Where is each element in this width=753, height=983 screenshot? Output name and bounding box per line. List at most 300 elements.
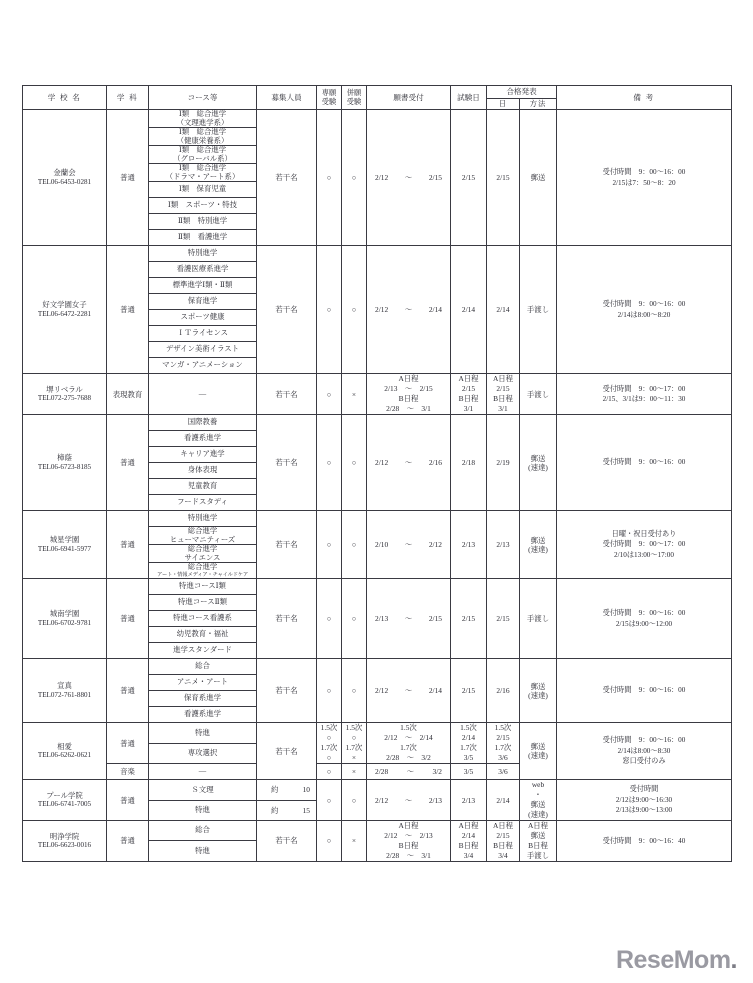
course-label-primary: キャリア進学 (180, 449, 225, 459)
course-cell (149, 627, 257, 643)
remarks-line-0: 受付時間 9：00～16：00 (602, 168, 686, 177)
result-day-cell: 3/6 (487, 764, 520, 780)
application-end: 2/14 (428, 686, 442, 696)
remarks-cell (557, 780, 732, 821)
course-cell (149, 447, 257, 463)
result-method-cell-line2: (速達) (528, 690, 548, 700)
course-cell (149, 262, 257, 278)
exam-date-cell: 2/15 (451, 659, 487, 723)
result-method-cell-line2: (速達) (528, 462, 548, 472)
quota-cell: 若干名 (257, 246, 317, 374)
combined-exam-mark (342, 723, 367, 764)
course-label-primary: Ⅰ類 総合進学 (178, 127, 227, 137)
department-cell: 普通 (107, 415, 149, 511)
result-day-cell: 2/15 (487, 110, 520, 246)
result-day-cell-line-2: B日程 (493, 840, 513, 850)
school-telephone: TEL072-761-8801 (37, 690, 92, 699)
school-name: 樟蔭 (57, 453, 72, 463)
course-label-primary: 専攻選択 (187, 748, 218, 758)
watermark-suffix: . (730, 946, 737, 974)
result-day-cell: 2/19 (487, 415, 520, 511)
school-name-cell (23, 723, 107, 780)
result-day-cell: 2/16 (487, 659, 520, 723)
course-cell (149, 659, 257, 675)
result-day-cell-stack (487, 723, 519, 763)
quota-cell: 若干名 (257, 110, 317, 246)
exam-date-cell-line-2: B日程 (458, 840, 479, 850)
course-label-primary: 身体表現 (187, 465, 218, 475)
application-end: 2/15 (428, 614, 442, 624)
table-row (23, 579, 732, 595)
table-row (23, 821, 732, 841)
school-name-cell (23, 511, 107, 579)
header-result-day: 日 (487, 99, 520, 110)
course-cell (149, 294, 257, 310)
course-cell (149, 342, 257, 358)
exam-date-cell: 2/18 (451, 415, 487, 511)
remarks-line-2: 2/10は13:00～17:00 (614, 550, 674, 559)
header-school: 学 校 名 (23, 86, 107, 110)
course-cell (149, 310, 257, 326)
result-method-cell-line2: (速達) (528, 751, 548, 761)
result-day-cell: 2/14 (487, 246, 520, 374)
application-period-inner (367, 458, 450, 467)
remarks-line-0: 受付時間 9：00～16：00 (602, 609, 686, 618)
course-cell (149, 230, 257, 246)
table-row (23, 110, 732, 128)
school-name: 堺リベラル (46, 384, 83, 394)
result-day-cell: 2/15 (487, 579, 520, 659)
application-period-inner (367, 305, 450, 314)
result-day-cell-line-2: 1.7次 (494, 743, 512, 753)
combined-exam-mark-line-2: 1.7次 (345, 743, 363, 753)
application-period-line-1: 2/13 ～ 2/15 (384, 384, 433, 394)
combined-exam-mark-line-1: ○ (351, 733, 357, 743)
application-period-line-0: 1.5次 (400, 723, 417, 733)
course-label-primary: 総合進学 (187, 526, 218, 536)
exclusive-exam-mark-line-1: ○ (326, 733, 332, 743)
combined-exam-mark: ○ (342, 511, 367, 579)
course-label-primary: 特進コースⅠ類 (179, 581, 226, 591)
course-cell (149, 246, 257, 262)
result-method-cell (520, 780, 557, 821)
exclusive-exam-mark: ○ (317, 579, 342, 659)
department-cell: 普通 (107, 246, 149, 374)
course-cell (149, 110, 257, 128)
result-method-cell: 手渡し (520, 579, 557, 659)
result-day-cell-line-2: B日程 (493, 394, 513, 404)
combined-exam-mark: ○ (342, 780, 367, 821)
application-end: 2/15 (428, 173, 442, 183)
exclusive-exam-mark-line-3: ○ (326, 753, 332, 763)
school-telephone: TEL06-6623-0016 (37, 841, 92, 850)
course-label-primary: マンガ・アニメーション (162, 360, 243, 370)
course-cell (149, 707, 257, 723)
department-cell: 普通 (107, 780, 149, 821)
course-label-primary: デザイン美術イラスト (165, 344, 240, 354)
quota-cell: 若干名 (257, 659, 317, 723)
exam-date-cell-line-1: 2/14 (461, 733, 476, 743)
course-label-primary: Ⅰ類 総合進学 (178, 145, 227, 155)
course-label-secondary: ヒューマニティーズ (169, 534, 236, 544)
header-quota: 募集人員 (257, 86, 317, 110)
result-method-cell-line-3: 手渡し (526, 850, 550, 860)
result-method-cell: 手渡し (520, 374, 557, 415)
course-label-secondary: （グローバル系） (173, 153, 232, 163)
quota-cell (257, 800, 317, 820)
course-cell (149, 463, 257, 479)
school-telephone: TEL06-6472-2281 (37, 309, 92, 318)
remarks-line-2: 窓口受付のみ (622, 757, 666, 766)
application-period (367, 723, 451, 764)
course-cell (149, 675, 257, 691)
school-name-cell (23, 374, 107, 415)
exam-date-cell-line-2: B日程 (458, 394, 479, 404)
result-method-cell-line-1: 郵送 (530, 830, 546, 840)
exam-date-cell: 2/14 (451, 246, 487, 374)
admissions-table-sheet (22, 85, 731, 862)
combined-exam-mark: × (342, 821, 367, 862)
quota-label: 約 (271, 805, 279, 815)
course-cell (149, 841, 257, 861)
result-method-cell-stack (520, 780, 556, 820)
exam-date-cell-stack (451, 821, 486, 861)
application-tilde: ～ (404, 173, 413, 183)
school-name-cell (23, 780, 107, 821)
course-label-primary: 特進コース看護系 (173, 613, 232, 623)
remarks-cell (557, 659, 732, 723)
course-label-primary: フードスタディ (177, 497, 228, 507)
application-start: 2/10 (375, 540, 389, 550)
course-label-primary: 特進 (195, 727, 210, 737)
school-telephone: TEL06-6741-7005 (37, 800, 92, 809)
header-combined-exam (342, 86, 367, 110)
course-label-secondary: （ドラマ・アート系） (165, 171, 240, 181)
header-combined-line2: 受験 (346, 97, 362, 106)
application-period (367, 659, 451, 723)
school-name-cell (23, 659, 107, 723)
table-row (23, 659, 732, 675)
department-cell: 普通 (107, 659, 149, 723)
table-row (23, 511, 732, 527)
course-label-primary: スポーツ健康 (180, 312, 225, 322)
remarks-line-1: 受付時間 9：00～17：00 (602, 540, 686, 549)
course-cell (149, 374, 257, 415)
result-method-cell-line1: 郵送 (530, 453, 546, 463)
application-tilde: ～ (406, 767, 415, 777)
exclusive-exam-mark: ○ (317, 780, 342, 821)
result-day-cell (487, 723, 520, 764)
exam-date-cell-line-3: 3/4 (463, 850, 474, 860)
course-label-primary: 看護医療系進学 (176, 264, 229, 274)
result-method-cell-stack (520, 821, 556, 861)
application-period-inner (367, 686, 450, 695)
header-result-announcement: 合格発表 (487, 86, 557, 99)
application-tilde: ～ (404, 795, 413, 805)
course-label-primary: 特進コースⅡ類 (178, 597, 227, 607)
course-label-secondary: サイエンス (184, 552, 221, 562)
remarks-line-0: 受付時間 9：00～16：00 (602, 300, 686, 309)
school-telephone: TEL06-6723-8185 (37, 462, 92, 471)
remarks-line-0: 受付時間 9：00～16：00 (602, 736, 686, 745)
course-label-primary: Ⅰ類 総合進学 (178, 163, 227, 173)
application-period-line-0: A日程 (398, 374, 419, 384)
remarks-line-0: 受付時間 9：00～16：00 (602, 686, 686, 695)
watermark-text: ReseMom (615, 946, 731, 974)
remarks-cell (557, 246, 732, 374)
school-telephone: TEL072-275-7688 (37, 394, 92, 403)
remarks-line-0: 日曜・祝日受付あり (611, 529, 677, 538)
combined-exam-mark: × (342, 764, 367, 780)
application-period (367, 579, 451, 659)
course-label-primary: 保育進学 (187, 296, 218, 306)
exam-date-cell (451, 821, 487, 862)
application-start: 2/12 (375, 458, 389, 468)
header-application: 願書受付 (367, 86, 451, 110)
quota-inner (257, 806, 316, 815)
department-cell: 普通 (107, 110, 149, 246)
application-start: 2/13 (375, 614, 389, 624)
table-row (23, 374, 732, 415)
remarks-line-1: 2/15は7：50～8：20 (612, 178, 676, 187)
exclusive-exam-mark (317, 723, 342, 764)
school-name-cell (23, 821, 107, 862)
course-label-primary: 特別進学 (187, 248, 218, 258)
course-label-primary: ＩＴライセンス (176, 328, 229, 338)
result-method-cell-line-3: (速達) (528, 810, 548, 820)
exam-date-cell: 3/5 (451, 764, 487, 780)
exam-date-cell-line-0: 1.5次 (460, 723, 477, 733)
application-period-stack (367, 374, 450, 414)
quota-number: 15 (302, 805, 310, 815)
department-cell: 普通 (107, 511, 149, 579)
course-label-primary: 保育系進学 (184, 693, 221, 703)
remarks-line-2: 2/13は9:00～13:00 (615, 806, 673, 815)
table-row (23, 415, 732, 431)
result-method-cell: 手渡し (520, 246, 557, 374)
result-day-cell-line-3: 3/1 (498, 404, 508, 414)
application-period-stack (367, 821, 450, 861)
result-method-cell-line-2: B日程 (528, 840, 548, 850)
course-cell (149, 511, 257, 527)
remarks-line-0: 受付時間 9：00～16：40 (602, 836, 686, 845)
application-period-stack (367, 723, 450, 763)
application-period (367, 110, 451, 246)
application-period (367, 511, 451, 579)
combined-exam-mark-line-3: × (351, 753, 357, 763)
exclusive-exam-mark-stack (317, 723, 341, 763)
course-label-primary: 進学スタンダード (173, 645, 232, 655)
result-day-cell (487, 821, 520, 862)
course-cell (149, 545, 257, 563)
remarks-line-1: 2/14は8:00～8:30 (617, 746, 671, 755)
application-period-inner (367, 540, 450, 549)
school-name: プール学院 (46, 790, 83, 800)
course-cell (149, 415, 257, 431)
result-method-cell (520, 415, 557, 511)
quota-cell: 若干名 (257, 821, 317, 862)
school-name-cell (23, 579, 107, 659)
result-method-cell-line1: 郵送 (530, 742, 546, 752)
result-method-cell-line2: (速達) (528, 544, 548, 554)
remarks-line-1: 2/15は9:00～12:00 (615, 619, 673, 628)
course-label-primary: 看護系進学 (184, 709, 221, 719)
school-name-cell (23, 110, 107, 246)
application-start: 2/12 (375, 686, 389, 696)
result-day-cell-line-3: 3/6 (498, 753, 508, 763)
result-day-cell: 2/13 (487, 511, 520, 579)
course-cell (149, 691, 257, 707)
table-row (23, 246, 732, 262)
exclusive-exam-mark: ○ (317, 821, 342, 862)
exam-date-cell (451, 374, 487, 415)
exclusive-exam-mark: ○ (317, 374, 342, 415)
application-tilde: ～ (404, 686, 413, 696)
resemom-watermark (616, 946, 737, 975)
result-method-cell: 郵送 (520, 110, 557, 246)
result-method-cell-line1: 郵送 (530, 681, 546, 691)
course-label-secondary: （文理進学系） (176, 117, 229, 127)
application-period-line-2: 1.7次 (400, 743, 417, 753)
result-day-cell-line-1: 2/15 (496, 830, 510, 840)
course-cell (149, 278, 257, 294)
application-period-inner (367, 614, 450, 623)
school-telephone: TEL06-6453-0281 (37, 177, 92, 186)
exclusive-exam-mark: ○ (317, 110, 342, 246)
course-label-primary: 幼児教育・福祉 (176, 629, 229, 639)
department-cell: 表現教育 (107, 374, 149, 415)
application-tilde: ～ (404, 614, 413, 624)
course-cell (149, 164, 257, 182)
exam-date-cell-stack (451, 723, 486, 763)
course-label-primary: Ｓ文理 (191, 784, 214, 794)
combined-exam-mark: ○ (342, 246, 367, 374)
combined-exam-mark: × (342, 374, 367, 415)
exam-date-cell (451, 723, 487, 764)
combined-exam-mark: ○ (342, 659, 367, 723)
course-cell (149, 326, 257, 342)
course-cell (149, 643, 257, 659)
course-cell (149, 358, 257, 374)
header-department: 学 科 (107, 86, 149, 110)
course-label-primary: Ⅰ類 保育児童 (178, 184, 227, 194)
remarks-line-0: 受付時間 9：00～16：00 (602, 458, 686, 467)
application-end: 2/13 (428, 795, 442, 805)
quota-cell: 若干名 (257, 374, 317, 415)
application-tilde: ～ (404, 305, 413, 315)
exam-date-cell: 2/15 (451, 110, 487, 246)
result-method-cell-line-0: web (531, 780, 545, 790)
department-cell: 普通 (107, 821, 149, 862)
result-day-cell-line-3: 3/4 (498, 850, 508, 860)
course-cell (149, 579, 257, 595)
combined-exam-mark: ○ (342, 415, 367, 511)
course-label-primary: Ⅱ類 特別進学 (177, 216, 228, 226)
application-period-inner (367, 767, 450, 776)
result-method-cell-line-2: 郵送 (530, 800, 546, 810)
quota-cell: 若干名 (257, 723, 317, 780)
remarks-cell (557, 511, 732, 579)
result-method-cell-line1: 郵送 (530, 535, 546, 545)
table-body (23, 110, 732, 862)
course-label-primary: 看護系進学 (184, 433, 221, 443)
quota-cell: 若干名 (257, 579, 317, 659)
application-period (367, 374, 451, 415)
application-period (367, 246, 451, 374)
course-label-primary: ― (198, 766, 207, 776)
quota-inner (257, 785, 316, 794)
remarks-line-1: 2/12は9:00～16:30 (615, 795, 673, 804)
remarks-cell (557, 579, 732, 659)
course-cell (149, 743, 257, 763)
quota-cell: 若干名 (257, 511, 317, 579)
application-period-inner (367, 796, 450, 805)
application-end: 2/14 (428, 305, 442, 315)
school-name: 好文学園女子 (42, 300, 87, 310)
exclusive-exam-mark-line-0: 1.5次 (320, 723, 338, 733)
course-label-primary: Ⅰ類 総合進学 (178, 109, 227, 118)
course-label-primary: 国際教養 (187, 417, 218, 427)
school-name: 城南学園 (49, 609, 80, 619)
school-telephone: TEL06-6702-9781 (37, 618, 92, 627)
course-label-primary: 総合 (195, 661, 210, 671)
course-cell (149, 595, 257, 611)
course-label-primary: ― (198, 388, 207, 398)
application-end: 2/12 (428, 540, 442, 550)
course-label-primary: 特進 (195, 845, 210, 855)
application-period (367, 821, 451, 862)
remarks-line-0: 受付時間 (629, 785, 659, 794)
quota-number: 10 (302, 785, 310, 795)
quota-cell (257, 780, 317, 800)
header-combined-line1: 併願 (346, 89, 362, 98)
exam-date-cell: 2/15 (451, 579, 487, 659)
admissions-table (22, 85, 732, 862)
exam-date-cell-line-2: 1.7次 (460, 743, 477, 753)
course-label-secondary: アート・情報メディア・チャイルドケア (157, 571, 248, 578)
application-period-line-3: 2/28 ～ 3/1 (386, 850, 431, 860)
application-end: 3/2 (432, 767, 442, 777)
school-name: 宣真 (57, 681, 72, 691)
remarks-cell (557, 723, 732, 780)
table-row (23, 780, 732, 800)
combined-exam-mark: ○ (342, 579, 367, 659)
result-method-cell-line-1: ・ (534, 790, 542, 800)
header-exam-date: 試験日 (451, 86, 487, 110)
application-period-line-1: 2/12 ～ 2/14 (384, 733, 433, 743)
table-header (23, 86, 732, 110)
combined-exam-mark: ○ (342, 110, 367, 246)
course-cell (149, 563, 257, 579)
course-cell (149, 800, 257, 820)
course-cell (149, 495, 257, 511)
course-label-primary: 総合進学 (187, 562, 218, 572)
course-cell (149, 479, 257, 495)
remarks-cell (557, 415, 732, 511)
course-label-primary: Ⅰ類 スポーツ・特技 (167, 200, 238, 210)
result-day-cell-line-0: 1.5次 (494, 723, 512, 733)
application-period-inner (367, 173, 450, 182)
application-period-line-3: 2/28 ～ 3/1 (386, 404, 431, 414)
course-cell (149, 182, 257, 198)
exam-date-cell-line-0: A日程 (458, 374, 479, 384)
exclusive-exam-mark: ○ (317, 511, 342, 579)
course-cell (149, 431, 257, 447)
school-name-cell (23, 246, 107, 374)
result-day-cell: 2/14 (487, 780, 520, 821)
result-day-cell-stack (487, 821, 519, 861)
application-tilde: ～ (404, 540, 413, 550)
